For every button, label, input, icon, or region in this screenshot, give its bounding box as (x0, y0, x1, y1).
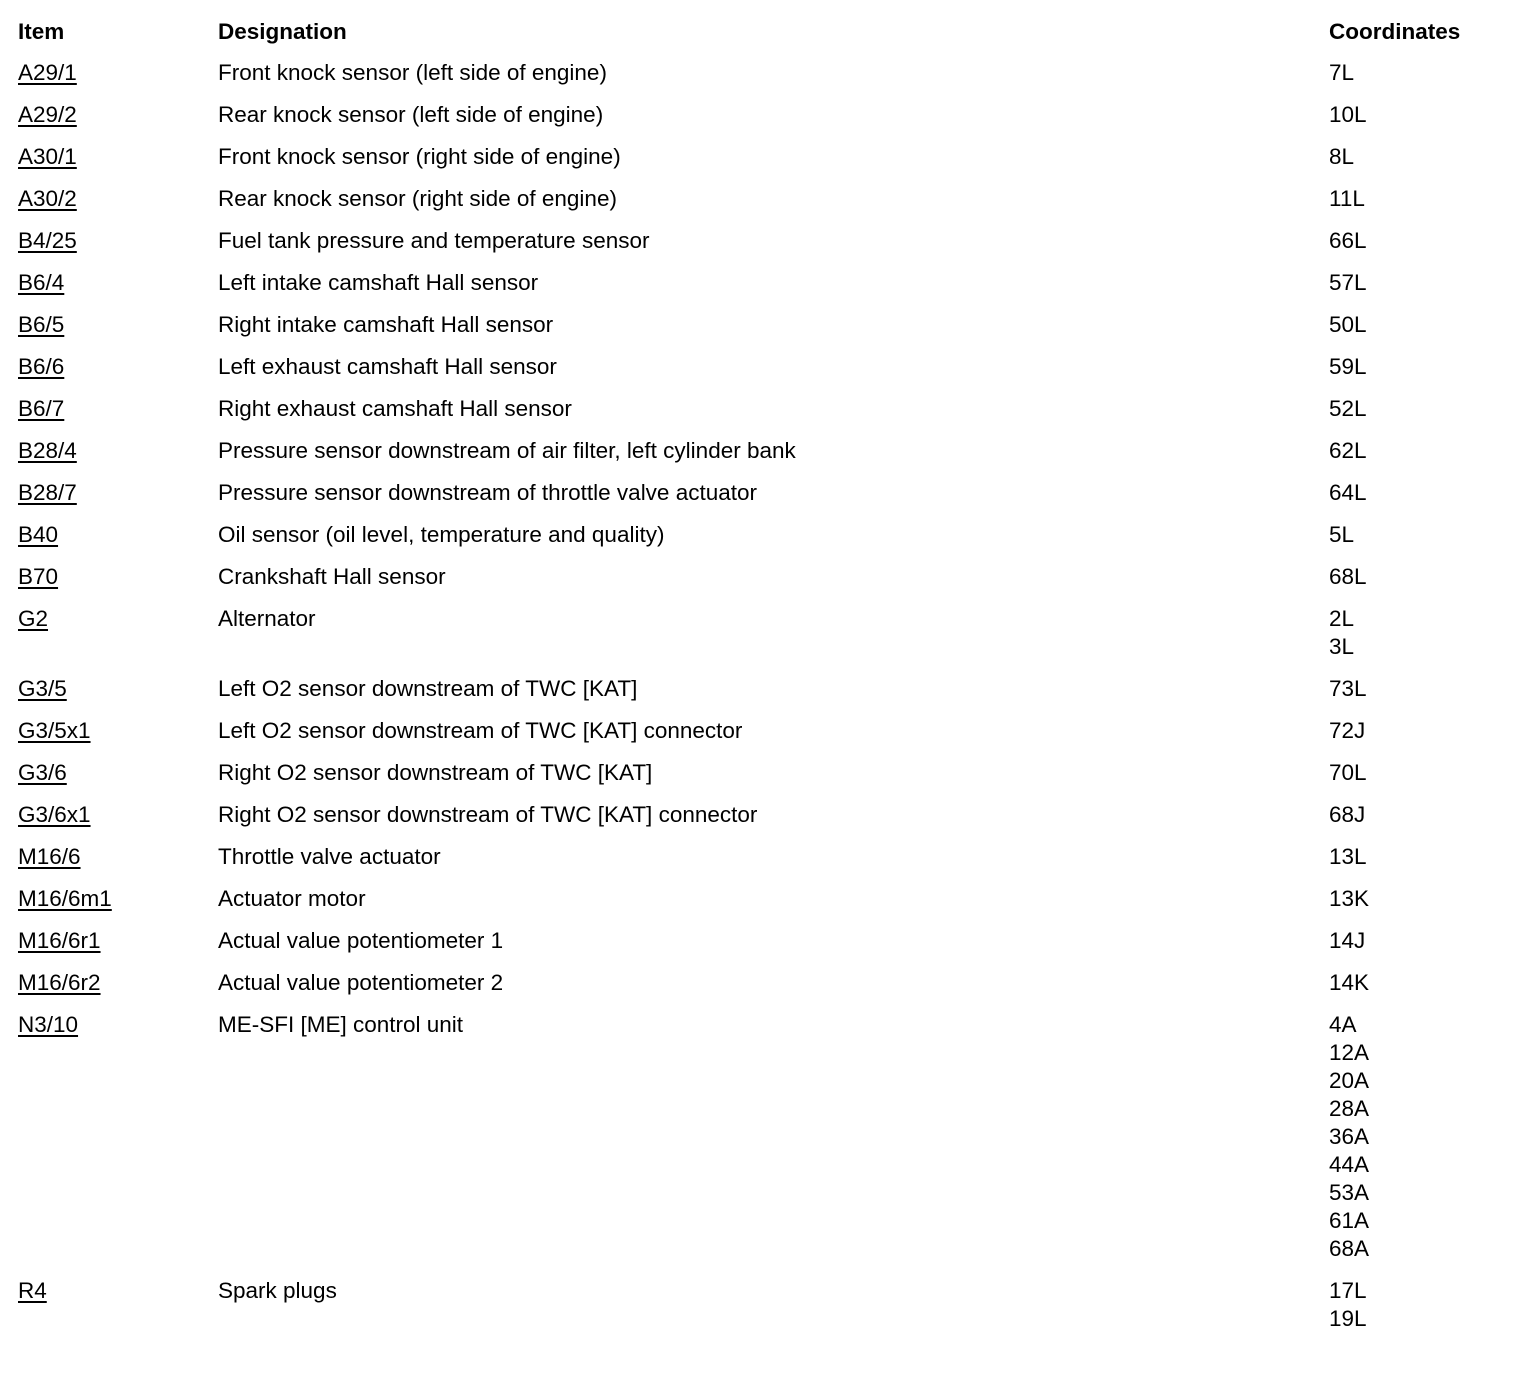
coordinate-value: 13L (1329, 844, 1367, 869)
table-row (18, 437, 1508, 465)
table-row (18, 717, 1508, 745)
designation-cell: Pressure sensor downstream of air filter, left cylinder bank (218, 438, 796, 463)
coordinate-value: 5L (1329, 522, 1355, 547)
column-header-item: Item (18, 19, 65, 44)
coordinate-value: 17L (1329, 1278, 1367, 1303)
item-code-link[interactable]: B28/4 (18, 438, 77, 463)
coordinate-value: 66L (1329, 228, 1367, 253)
table-row (18, 185, 1508, 213)
table-row (18, 927, 1508, 955)
coordinates-cell (1329, 801, 1508, 829)
item-cell (18, 353, 218, 381)
designation-cell: Right O2 sensor downstream of TWC [KAT] (218, 760, 653, 785)
item-code-link[interactable]: B4/25 (18, 228, 77, 253)
designation-cell: Throttle valve actuator (218, 844, 441, 869)
table-row (18, 843, 1508, 871)
item-cell (18, 1277, 218, 1305)
table-row (18, 605, 1508, 661)
coordinates-cell (1329, 101, 1508, 129)
item-cell (18, 185, 218, 213)
table-row (18, 395, 1508, 423)
item-code-link[interactable]: B6/5 (18, 312, 65, 337)
item-cell (18, 521, 218, 549)
designation-cell: Left exhaust camshaft Hall sensor (218, 354, 557, 379)
coordinate-value: 8L (1329, 144, 1355, 169)
table-row (18, 311, 1508, 339)
component-legend-table (18, 18, 1508, 1347)
table-row (18, 563, 1508, 591)
coordinate-value: 50L (1329, 312, 1367, 337)
coordinate-value: 3L (1329, 634, 1355, 659)
coordinates-cell (1329, 479, 1508, 507)
column-header-designation: Designation (218, 19, 347, 44)
coordinates-cell (1329, 185, 1508, 213)
item-code-link[interactable]: M16/6r2 (18, 970, 101, 995)
coordinate-value: 52L (1329, 396, 1367, 421)
coordinates-cell (1329, 143, 1508, 171)
coordinates-cell (1329, 59, 1508, 87)
coordinate-value: 7L (1329, 60, 1355, 85)
coordinate-value: 68A (1329, 1236, 1370, 1261)
item-code-link[interactable]: B28/7 (18, 480, 77, 505)
item-cell (18, 801, 218, 829)
item-cell (18, 101, 218, 129)
item-code-link[interactable]: B6/7 (18, 396, 65, 421)
coordinate-value: 4A (1329, 1012, 1357, 1037)
coordinates-cell (1329, 395, 1508, 423)
coordinates-cell (1329, 759, 1508, 787)
item-code-link[interactable]: G2 (18, 606, 49, 631)
coordinate-value: 14J (1329, 928, 1366, 953)
coordinate-value: 20A (1329, 1068, 1370, 1093)
designation-cell: Front knock sensor (left side of engine) (218, 60, 607, 85)
item-code-link[interactable]: B6/4 (18, 270, 65, 295)
coordinate-value: 13K (1329, 886, 1370, 911)
coordinates-cell (1329, 717, 1508, 745)
designation-cell: ME-SFI [ME] control unit (218, 1012, 464, 1037)
coordinates-cell (1329, 1277, 1508, 1333)
coordinates-cell (1329, 927, 1508, 955)
item-cell (18, 311, 218, 339)
item-cell (18, 759, 218, 787)
designation-cell: Front knock sensor (right side of engine) (218, 144, 621, 169)
item-cell (18, 437, 218, 465)
coordinate-value: 57L (1329, 270, 1367, 295)
designation-cell: Actuator motor (218, 886, 366, 911)
coordinate-value: 70L (1329, 760, 1367, 785)
item-code-link[interactable]: A30/1 (18, 144, 77, 169)
coordinates-cell (1329, 437, 1508, 465)
item-code-link[interactable]: R4 (18, 1278, 47, 1303)
coordinate-value: 61A (1329, 1208, 1370, 1233)
item-code-link[interactable]: B40 (18, 522, 59, 547)
designation-cell: Actual value potentiometer 2 (218, 970, 504, 995)
designation-cell: Left O2 sensor downstream of TWC [KAT] connector (218, 718, 743, 743)
coordinates-cell (1329, 885, 1508, 913)
coordinate-value: 73L (1329, 676, 1367, 701)
coordinate-value: 10L (1329, 102, 1367, 127)
item-code-link[interactable]: G3/5 (18, 676, 67, 701)
designation-cell: Spark plugs (218, 1278, 337, 1303)
designation-cell: Oil sensor (oil level, temperature and quality) (218, 522, 665, 547)
item-code-link[interactable]: B70 (18, 564, 59, 589)
table-row (18, 269, 1508, 297)
item-code-link[interactable]: A29/1 (18, 60, 77, 85)
coordinate-value: 28A (1329, 1096, 1370, 1121)
coordinates-cell (1329, 843, 1508, 871)
item-cell (18, 395, 218, 423)
designation-cell: Right intake camshaft Hall sensor (218, 312, 554, 337)
item-code-link[interactable]: B6/6 (18, 354, 65, 379)
table-row (18, 59, 1508, 87)
item-code-link[interactable]: G3/6x1 (18, 802, 91, 827)
table-row (18, 1277, 1508, 1333)
coordinates-cell (1329, 675, 1508, 703)
table-row (18, 143, 1508, 171)
table-header-row (18, 18, 1508, 46)
designation-cell: Left intake camshaft Hall sensor (218, 270, 539, 295)
coordinate-value: 11L (1329, 186, 1365, 211)
column-header-coordinates: Coordinates (1329, 19, 1461, 44)
coordinates-cell (1329, 605, 1508, 661)
table-row (18, 759, 1508, 787)
designation-cell: Alternator (218, 606, 316, 631)
item-cell (18, 1011, 218, 1039)
coordinate-value: 62L (1329, 438, 1367, 463)
coordinate-value: 64L (1329, 480, 1367, 505)
item-cell (18, 143, 218, 171)
coordinate-value: 12A (1329, 1040, 1370, 1065)
table-row (18, 227, 1508, 255)
item-code-link[interactable]: M16/6m1 (18, 886, 112, 911)
item-cell (18, 563, 218, 591)
table-row (18, 521, 1508, 549)
coordinates-cell (1329, 269, 1508, 297)
coordinate-value: 19L (1329, 1306, 1367, 1331)
coordinates-cell (1329, 353, 1508, 381)
coordinates-cell (1329, 969, 1508, 997)
designation-cell: Left O2 sensor downstream of TWC [KAT] (218, 676, 638, 701)
item-cell (18, 227, 218, 255)
table-row (18, 101, 1508, 129)
designation-cell: Actual value potentiometer 1 (218, 928, 504, 953)
coordinate-value: 44A (1329, 1152, 1370, 1177)
item-cell (18, 605, 218, 633)
item-cell (18, 969, 218, 997)
item-code-link[interactable]: M16/6 (18, 844, 81, 869)
coordinates-cell (1329, 1011, 1508, 1263)
coordinate-value: 68L (1329, 564, 1367, 589)
designation-cell: Rear knock sensor (right side of engine) (218, 186, 617, 211)
coordinates-cell (1329, 311, 1508, 339)
table-row (18, 353, 1508, 381)
item-code-link[interactable]: A30/2 (18, 186, 77, 211)
designation-cell: Crankshaft Hall sensor (218, 564, 446, 589)
table-row (18, 479, 1508, 507)
table-body (18, 59, 1508, 1333)
item-code-link[interactable]: G3/5x1 (18, 718, 91, 743)
table-row (18, 801, 1508, 829)
item-cell (18, 717, 218, 745)
item-cell (18, 927, 218, 955)
coordinate-value: 59L (1329, 354, 1367, 379)
item-cell (18, 675, 218, 703)
coordinate-value: 53A (1329, 1180, 1370, 1205)
coordinate-value: 2L (1329, 606, 1355, 631)
designation-cell: Fuel tank pressure and temperature sensor (218, 228, 650, 253)
table-row (18, 885, 1508, 913)
coordinate-value: 36A (1329, 1124, 1370, 1149)
item-cell (18, 269, 218, 297)
item-code-link[interactable]: G3/6 (18, 760, 67, 785)
item-cell (18, 479, 218, 507)
item-code-link[interactable]: N3/10 (18, 1012, 79, 1037)
table-row (18, 1011, 1508, 1263)
coordinates-cell (1329, 521, 1508, 549)
coordinate-value: 68J (1329, 802, 1366, 827)
table-row (18, 675, 1508, 703)
item-cell (18, 843, 218, 871)
coordinates-cell (1329, 227, 1508, 255)
designation-cell: Right exhaust camshaft Hall sensor (218, 396, 572, 421)
item-code-link[interactable]: M16/6r1 (18, 928, 101, 953)
designation-cell: Pressure sensor downstream of throttle valve actuator (218, 480, 758, 505)
coordinate-value: 14K (1329, 970, 1370, 995)
coordinates-cell (1329, 563, 1508, 591)
table-row (18, 969, 1508, 997)
designation-cell: Rear knock sensor (left side of engine) (218, 102, 604, 127)
item-code-link[interactable]: A29/2 (18, 102, 77, 127)
designation-cell: Right O2 sensor downstream of TWC [KAT] connector (218, 802, 758, 827)
item-cell (18, 885, 218, 913)
item-cell (18, 59, 218, 87)
coordinate-value: 72J (1329, 718, 1366, 743)
